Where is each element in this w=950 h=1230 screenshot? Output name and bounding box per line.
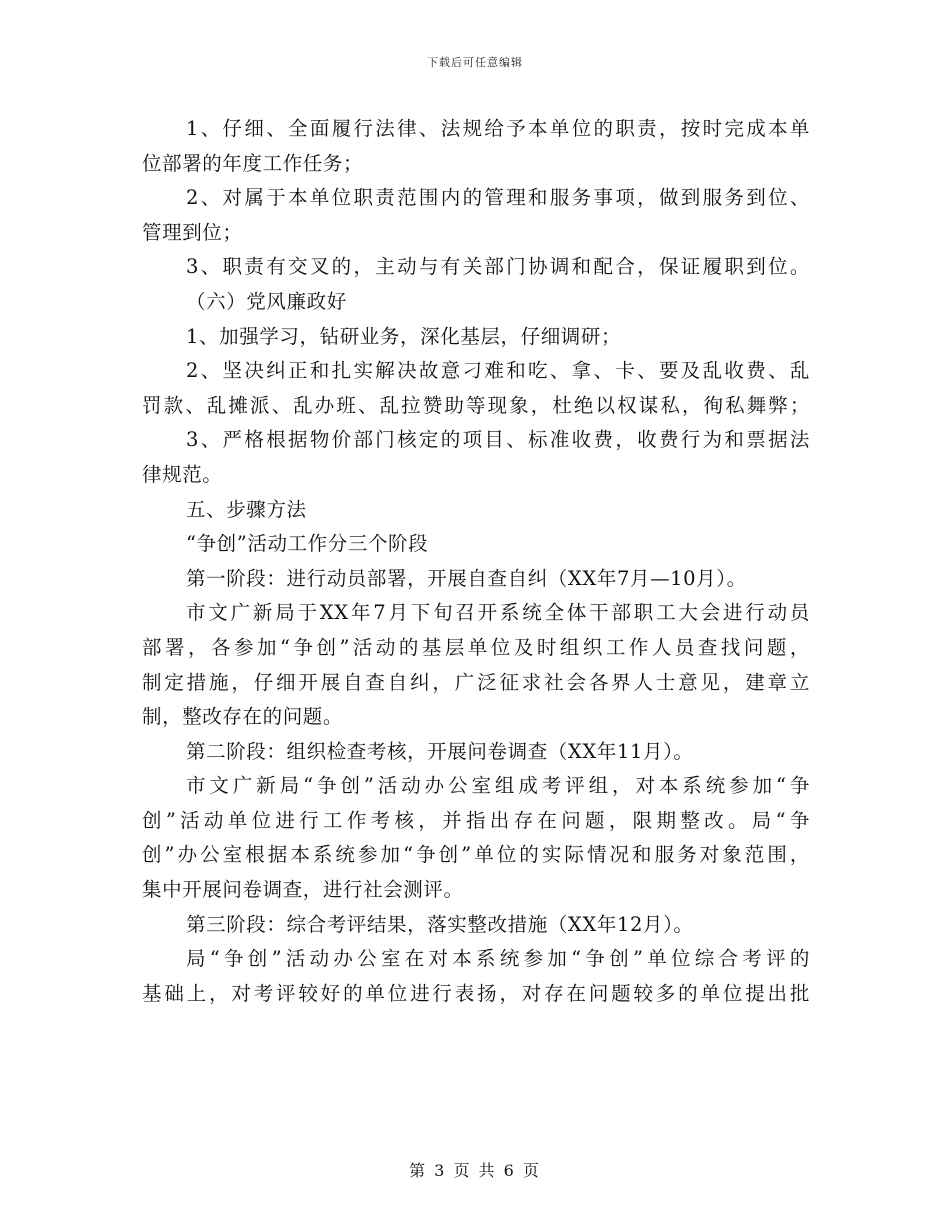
text-line: 市文广新局“争创”活动办公室组成考评组，对本系统参加“争 [186, 774, 810, 798]
text-line: 部署，各参加“争创”活动的基层单位及时组织工作人员查找问题， [142, 635, 810, 659]
text-line: 制定措施，仔细开展自查自纠，广泛征求社会各界人士意见，建章立 [142, 670, 810, 694]
text-line: 1、仔细、全面履行法律、法规给予本单位的职责，按时完成本单 [186, 117, 810, 140]
page-header: 下载后可任意编辑 [427, 56, 523, 69]
document-body [142, 112, 810, 1011]
text-line: 基础上，对考评较好的单位进行表扬，对存在问题较多的单位提出批 [142, 981, 810, 1005]
text-line: 五、步骤方法 [186, 497, 307, 521]
text-line: 1、加强学习，钻研业务，深化基层，仔细调研； [186, 324, 622, 348]
text-line: 罚款、乱摊派、乱办班、乱拉赞助等现象，杜绝以权谋私，徇私舞弊； [142, 393, 810, 417]
text-line: 第一阶段：进行动员部署，开展自查自纠（XX年7月—10月）。 [186, 566, 747, 590]
text-line: 位部署的年度工作任务； [142, 151, 364, 175]
text-line: 集中开展问卷调查，进行社会测评。 [142, 878, 464, 902]
text-line: 3、职责有交叉的，主动与有关部门协调和配合，保证履职到位。 [186, 255, 810, 279]
text-line: 管理到位； [142, 220, 243, 244]
text-line: 3、严格根据物价部门核定的项目、标准收费，收费行为和票据法 [186, 428, 810, 452]
text-line: 创”活动单位进行工作考核，并指出存在问题，限期整改。局“争 [142, 808, 810, 832]
text-line: 创”办公室根据本系统参加“争创”单位的实际情况和服务对象范围， [142, 843, 810, 867]
text-line: 2、对属于本单位职责范围内的管理和服务事项，做到服务到位、 [186, 186, 810, 210]
text-line: 第三阶段：综合考评结果，落实整改措施（XX年12月）。 [186, 912, 694, 936]
text-line: 第二阶段：组织检查考核，开展问卷调查（XX年11月）。 [186, 739, 694, 763]
text-line: 2、坚决纠正和扎实解决故意刁难和吃、拿、卡、要及乱收费、乱 [186, 359, 810, 383]
text-line: 律规范。 [142, 462, 223, 486]
page-footer: 第 3 页 共 6 页 [409, 1161, 541, 1180]
text-line: “争创”活动工作分三个阶段 [186, 532, 429, 556]
text-line: 制，整改存在的问题。 [142, 705, 344, 729]
text-line: 市文广新局于XX年7月下旬召开系统全体干部职工大会进行动员 [186, 601, 810, 625]
text-line: （六）党风廉政好 [186, 289, 347, 313]
text-line: 局“争创”活动办公室在对本系统参加“争创”单位综合考评的 [186, 947, 810, 971]
